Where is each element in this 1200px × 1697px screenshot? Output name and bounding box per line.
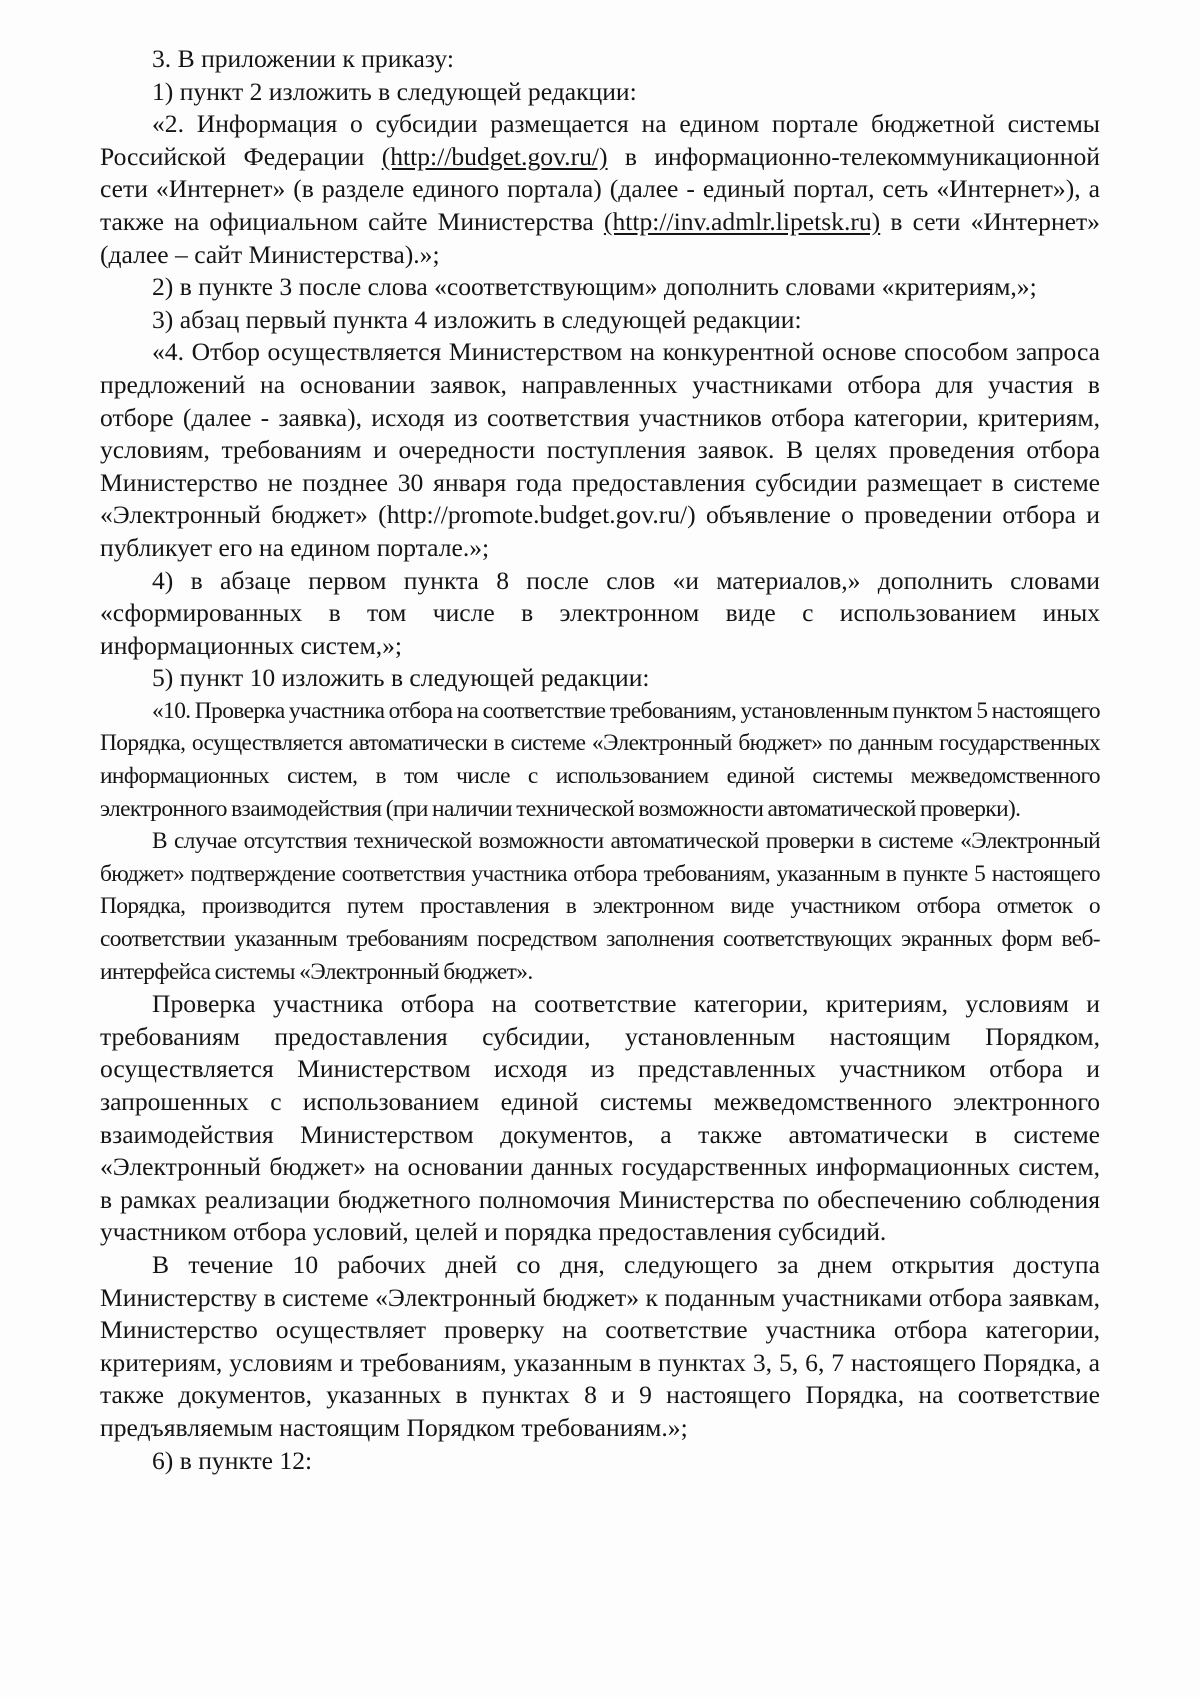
paragraph-clause-10-check: Проверка участника отбора на соответствие категории, критериям, условиям и требованиям предоставления субсидии, установленным настоящим Порядком, осуществляется Министерством исходя из представленных участником отбора и запрошенных с использованием единой системы межведомственного электронного взаимодействия Министерством документов, а также автоматически в системе «Электронный бюджет» на основании данных государственных информационных систем, в рамках реализации бюджетного полномочия Министерства по обеспечению соблюдения участником отбора условий, целей и порядка предоставления субсидий. <box>100 989 1100 1247</box>
ministry-site-link[interactable]: (http://inv.admlr.lipetsk.ru) <box>603 206 881 236</box>
paragraph-item-3: 3) абзац первый пункта 4 изложить в следующей редакции: <box>152 304 802 334</box>
paragraph-item-6: 6) в пункте 12: <box>152 1445 313 1475</box>
paragraph-item-5: 5) пункт 10 изложить в следующей редакции: <box>152 663 650 693</box>
paragraph-clause-10-case: В случае отсутствия технической возможности автоматической проверки в системе «Электронный бюджет» подтверждение соответствия участника отбора требованиям, указанным в пункте 5 настоящего Порядка, производится путем проставления в электронном виде участником отбора отметок о соответствии указанным требованиям посредством заполнения соответствующих экранных форм веб-интерфейса системы «Электронный бюджет». <box>100 828 1100 985</box>
clause-2-text-end: в сети «Интернет» (далее – сайт Министерства).»; <box>100 206 1100 269</box>
clause-2-text-middle: в информационно-телекоммуникационной сети «Интернет» (в разделе единого портала) (далее - единый портал, сеть «Интернет»), а также на официальном сайте Министерства <box>100 141 1100 236</box>
budget-portal-link[interactable]: (http://budget.gov.ru/) <box>381 141 608 171</box>
paragraph-clause-10-deadline: В течение 10 рабочих дней со дня, следующего за днем открытия доступа Министерству в системе «Электронный бюджет» к поданным участниками отбора заявкам, Министерство осуществляет проверку на соответствие участника отбора категории, критериям, условиям и требованиям, указанным в пунктах 3, 5, 6, 7 настоящего Порядка, а также документов, указанных в пунктах 8 и 9 настоящего Порядка, на соответствие предъявляемым настоящим Порядком требованиям.»; <box>100 1249 1100 1442</box>
paragraph-clause-2 <box>100 108 1100 271</box>
paragraph-item-1: 1) пункт 2 изложить в следующей редакции: <box>152 76 637 106</box>
paragraph-clause-4: «4. Отбор осуществляется Министерством на конкурентной основе способом запроса предложений на основании заявок, направленных участниками отбора для участия в отборе (далее - заявка), исходя из соответствия участников отбора категории, критериям, условиям, требованиям и очередности поступления заявок. В целях проведения отбора Министерство не позднее 30 января года предоставления субсидии размещает в системе «Электронный бюджет» (http://promote.budget.gov.ru/) объявление о проведении отбора и публикует его на едином портале.»; <box>100 337 1100 562</box>
paragraph-section-3: 3. В приложении к приказу: <box>152 44 454 73</box>
clause-2-text-start: «2. Информация о субсидии размещается на едином портале бюджетной системы Российской Федерации <box>100 109 1100 171</box>
paragraph-item-2: 2) в пункте 3 после слова «соответствующим» дополнить словами «критериям,»; <box>152 272 1037 302</box>
paragraph-clause-10: «10. Проверка участника отбора на соответствие требованиям, установленным пунктом 5 настоящего Порядка, осуществляется автоматически в системе «Электронный бюджет» по данным государственных информационных систем, в том числе с использованием единой системы межведомственного электронного взаимодействия (при наличии технической возможности автоматической проверки). <box>100 697 1100 822</box>
document-body <box>100 43 1100 1477</box>
paragraph-item-4: 4) в абзаце первом пункта 8 после слов «и материалов,» дополнить словами «сформированных в том числе в электронном виде с использованием иных информационных систем,»; <box>100 565 1100 660</box>
